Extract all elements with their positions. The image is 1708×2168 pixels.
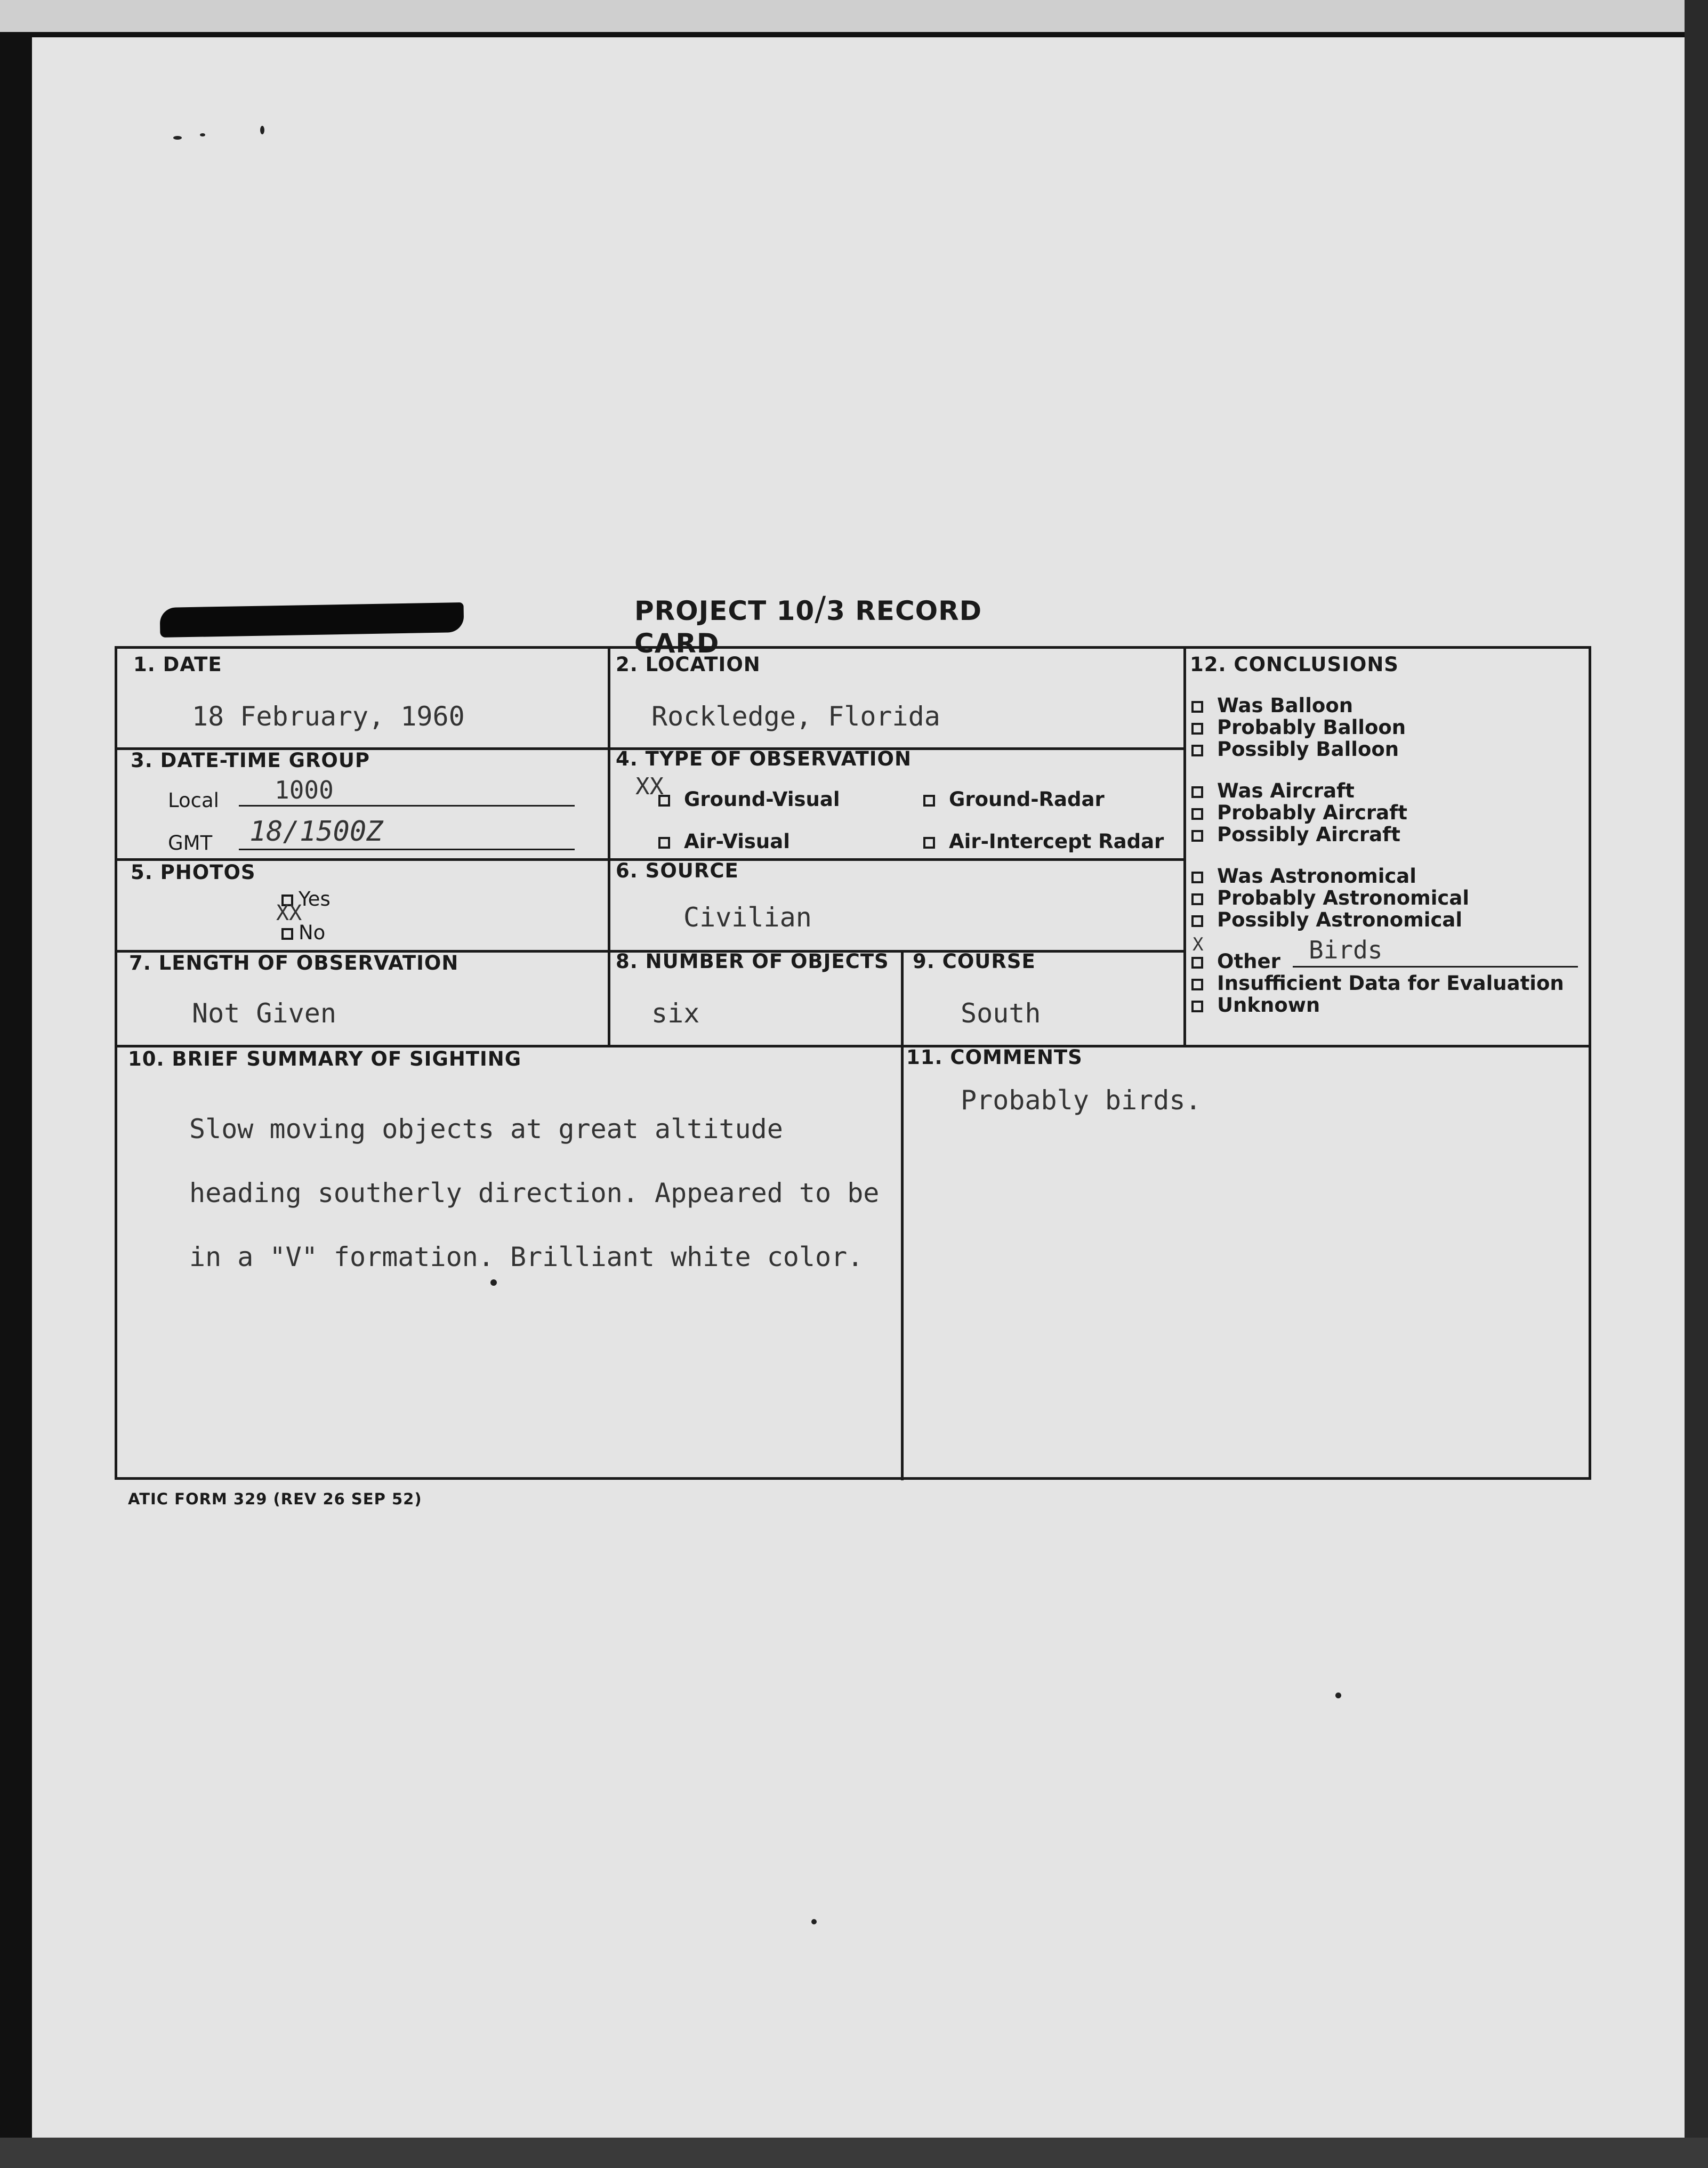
conclusion-other-value: Birds bbox=[1309, 936, 1383, 964]
conclusion-possibly-astronomical[interactable] bbox=[1191, 908, 1462, 931]
option-air-intercept-radar[interactable] bbox=[923, 830, 1164, 853]
photos-option-no-label: No bbox=[299, 921, 326, 944]
scan-speck bbox=[200, 133, 205, 136]
source-value: Civilian bbox=[683, 902, 812, 933]
scan-edge-top bbox=[0, 0, 1708, 32]
card-title bbox=[634, 589, 1061, 659]
scan-speck bbox=[1335, 1693, 1341, 1698]
local-time-label: Local bbox=[168, 789, 219, 812]
location-value: Rockledge, Florida bbox=[651, 701, 940, 732]
card-title-prefix: PROJECT 10 bbox=[634, 595, 815, 626]
checkbox-icon bbox=[1191, 786, 1203, 798]
brief-summary-text bbox=[189, 1081, 909, 1305]
option-air-visual[interactable] bbox=[658, 830, 790, 853]
checkbox-icon bbox=[1191, 872, 1203, 883]
observation-check-mark: XX bbox=[635, 773, 664, 800]
checkbox-icon bbox=[658, 837, 670, 849]
grid-line bbox=[901, 950, 904, 1046]
conclusion-label: Was Balloon bbox=[1217, 694, 1353, 717]
conclusions-label: 12. CONCLUSIONS bbox=[1190, 653, 1399, 676]
number-of-objects-label: 8. NUMBER OF OBJECTS bbox=[616, 950, 889, 973]
photos-label: 5. PHOTOS bbox=[131, 861, 256, 884]
checkbox-icon bbox=[281, 928, 293, 940]
conclusion-label: Insufficient Data for Evaluation bbox=[1217, 972, 1564, 995]
checkbox-icon bbox=[923, 837, 935, 849]
checkbox-icon bbox=[1191, 723, 1203, 735]
checkbox-icon bbox=[1191, 745, 1203, 756]
option-ground-radar[interactable] bbox=[923, 788, 1105, 811]
scan-speck bbox=[260, 126, 264, 134]
grid-line bbox=[608, 649, 610, 1046]
scan-speck bbox=[811, 1919, 817, 1924]
conclusion-label: Was Astronomical bbox=[1217, 865, 1416, 888]
scan-edge-bottom bbox=[0, 2138, 1708, 2168]
conclusion-label: Probably Balloon bbox=[1217, 716, 1406, 739]
option-ground-radar-label: Ground-Radar bbox=[949, 788, 1105, 811]
checkbox-icon bbox=[658, 795, 670, 807]
conclusion-unknown[interactable] bbox=[1191, 994, 1320, 1017]
checkbox-icon bbox=[1191, 830, 1203, 842]
checkbox-icon bbox=[923, 795, 935, 807]
conclusion-label: Was Aircraft bbox=[1217, 779, 1355, 802]
conclusion-was-astronomical[interactable] bbox=[1191, 865, 1416, 888]
checkbox-icon bbox=[1191, 701, 1203, 713]
conclusion-was-balloon[interactable] bbox=[1191, 694, 1353, 717]
local-time-underline bbox=[239, 805, 575, 807]
conclusion-other-underline bbox=[1293, 966, 1578, 968]
gmt-label: GMT bbox=[168, 832, 213, 855]
checkbox-icon bbox=[1191, 1001, 1203, 1012]
card-title-suffix: 3 RECORD CARD bbox=[634, 595, 982, 659]
date-value: 18 February, 1960 bbox=[192, 701, 465, 732]
checkbox-icon bbox=[1191, 915, 1203, 927]
conclusion-label: Unknown bbox=[1217, 994, 1320, 1017]
brief-summary-label: 10. BRIEF SUMMARY OF SIGHTING bbox=[128, 1047, 522, 1070]
gmt-underline bbox=[239, 849, 575, 850]
gmt-value: 18/1500Z bbox=[249, 816, 383, 848]
scan-edge-right bbox=[1685, 0, 1708, 2168]
conclusion-label: Possibly Astronomical bbox=[1217, 908, 1463, 931]
number-of-objects-value: six bbox=[651, 998, 700, 1029]
photos-option-no[interactable] bbox=[281, 921, 325, 944]
conclusion-possibly-aircraft[interactable] bbox=[1191, 823, 1400, 846]
option-ground-visual[interactable] bbox=[658, 788, 840, 811]
scan-speck bbox=[173, 136, 182, 140]
date-label: 1. DATE bbox=[133, 653, 222, 676]
summary-line: heading southerly direction. Appeared to be bbox=[189, 1178, 880, 1208]
conclusion-other[interactable] bbox=[1191, 950, 1280, 973]
conclusion-possibly-balloon[interactable] bbox=[1191, 738, 1399, 761]
option-ground-visual-label: Ground-Visual bbox=[684, 788, 840, 811]
conclusion-other-check-mark: X bbox=[1193, 934, 1204, 955]
conclusion-label: Possibly Balloon bbox=[1217, 738, 1399, 761]
conclusion-label: Possibly Aircraft bbox=[1217, 823, 1400, 846]
conclusion-label: Other bbox=[1217, 950, 1280, 973]
conclusion-label: Probably Astronomical bbox=[1217, 886, 1469, 909]
conclusion-probably-astronomical[interactable] bbox=[1191, 886, 1469, 909]
comments-value: Probably birds. bbox=[961, 1085, 1202, 1116]
card-title-slash: / bbox=[815, 589, 827, 628]
length-of-observation-value: Not Given bbox=[192, 998, 336, 1029]
checkbox-icon bbox=[1191, 893, 1203, 905]
conclusion-label: Probably Aircraft bbox=[1217, 801, 1407, 824]
checkbox-icon bbox=[1191, 957, 1203, 969]
photos-check-mark: XX bbox=[276, 901, 302, 925]
location-label: 2. LOCATION bbox=[616, 653, 761, 676]
conclusion-probably-balloon[interactable] bbox=[1191, 716, 1406, 739]
grid-line bbox=[1183, 649, 1186, 1046]
local-time-value: 1000 bbox=[275, 776, 334, 804]
conclusion-insufficient-data[interactable] bbox=[1191, 972, 1564, 995]
date-time-group-label: 3. DATE-TIME GROUP bbox=[131, 749, 370, 772]
comments-label: 11. COMMENTS bbox=[906, 1046, 1083, 1069]
conclusion-probably-aircraft[interactable] bbox=[1191, 801, 1407, 824]
type-of-observation-label: 4. TYPE OF OBSERVATION bbox=[616, 747, 912, 770]
conclusion-was-aircraft[interactable] bbox=[1191, 779, 1355, 802]
checkbox-icon bbox=[1191, 808, 1203, 820]
summary-line: Slow moving objects at great altitude bbox=[189, 1114, 783, 1145]
redaction-mark bbox=[160, 602, 464, 638]
source-label: 6. SOURCE bbox=[616, 859, 739, 882]
checkbox-icon bbox=[1191, 979, 1203, 990]
photos-option-yes-label: Yes bbox=[299, 888, 331, 910]
option-air-intercept-radar-label: Air-Intercept Radar bbox=[949, 830, 1164, 853]
summary-line: in a "V" formation. Brilliant white color. bbox=[189, 1242, 864, 1272]
length-of-observation-label: 7. LENGTH OF OBSERVATION bbox=[129, 952, 459, 974]
course-label: 9. COURSE bbox=[913, 950, 1036, 973]
option-air-visual-label: Air-Visual bbox=[684, 830, 790, 853]
course-value: South bbox=[961, 998, 1041, 1029]
form-identifier: ATIC FORM 329 (REV 26 SEP 52) bbox=[128, 1490, 422, 1508]
